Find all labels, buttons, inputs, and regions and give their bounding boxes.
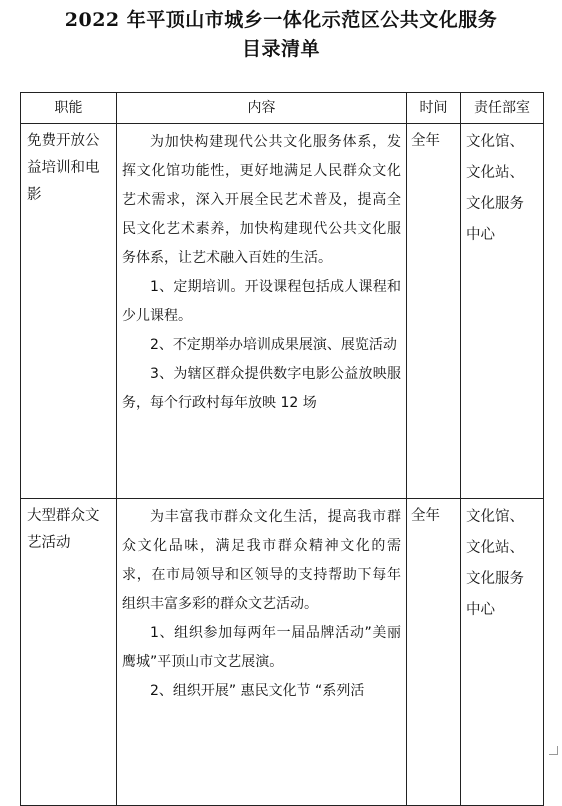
department-line: 文化服务 — [466, 571, 524, 587]
header-department: 责任部室 — [461, 93, 544, 124]
title-line-1: 2022 年平顶山市城乡一体化示范区公共文化服务 — [64, 9, 498, 31]
content-paragraph: 3、为辖区群众提供数字电影公益放映服务，每个行政村每年放映 12 场 — [122, 366, 401, 411]
table-row — [21, 499, 544, 806]
header-time: 时间 — [407, 93, 461, 124]
content-paragraph: 2、组织开展” 惠民文化节 “系列活 — [150, 683, 365, 699]
function-cell: 大型群众文艺活动 — [21, 499, 117, 806]
page-corner-mark — [549, 746, 558, 755]
header-content: 内容 — [117, 93, 407, 124]
department-cell — [461, 124, 544, 499]
department-line: 文化服务 — [466, 196, 524, 212]
department-line: 中心 — [466, 227, 495, 243]
content-paragraph: 2、不定期举办培训成果展演、展览活动 — [150, 337, 397, 353]
content-paragraph: 为加快构建现代公共文化服务体系，发挥文化馆功能性，更好地满足人民群众文化艺术需求，深入开展全民艺术普及，提高全民文化艺术素养，加快构建现代公共文化服务体系，让艺术融入百姓的生活。 — [122, 134, 401, 266]
table-row — [21, 124, 544, 499]
title-line-2: 目录清单 — [241, 38, 320, 60]
content-cell — [117, 499, 407, 806]
content-paragraph: 1、定期培训。开设课程包括成人课程和少儿课程。 — [122, 279, 401, 324]
department-cell — [461, 499, 544, 806]
time-cell: 全年 — [407, 499, 461, 806]
header-function: 职能 — [21, 93, 117, 124]
table-header-row — [21, 93, 544, 124]
department-line: 文化馆、 — [466, 134, 524, 150]
department-line: 中心 — [466, 602, 495, 618]
document-title — [0, 6, 562, 64]
department-line: 文化站、 — [466, 540, 524, 556]
department-line: 文化站、 — [466, 165, 524, 181]
content-paragraph: 1、组织参加每两年一届品牌活动”美丽鹰城”平顶山市文艺展演。 — [122, 625, 401, 670]
content-paragraph: 为丰富我市群众文化生活，提高我市群众文化品味，满足我市群众精神文化的需求，在市局领导和区领导的支持帮助下每年组织丰富多彩的群众文艺活动。 — [122, 509, 401, 612]
service-catalog-table — [20, 92, 544, 806]
content-cell — [117, 124, 407, 499]
function-cell: 免费开放公益培训和电影 — [21, 124, 117, 499]
department-line: 文化馆、 — [466, 509, 524, 525]
time-cell: 全年 — [407, 124, 461, 499]
